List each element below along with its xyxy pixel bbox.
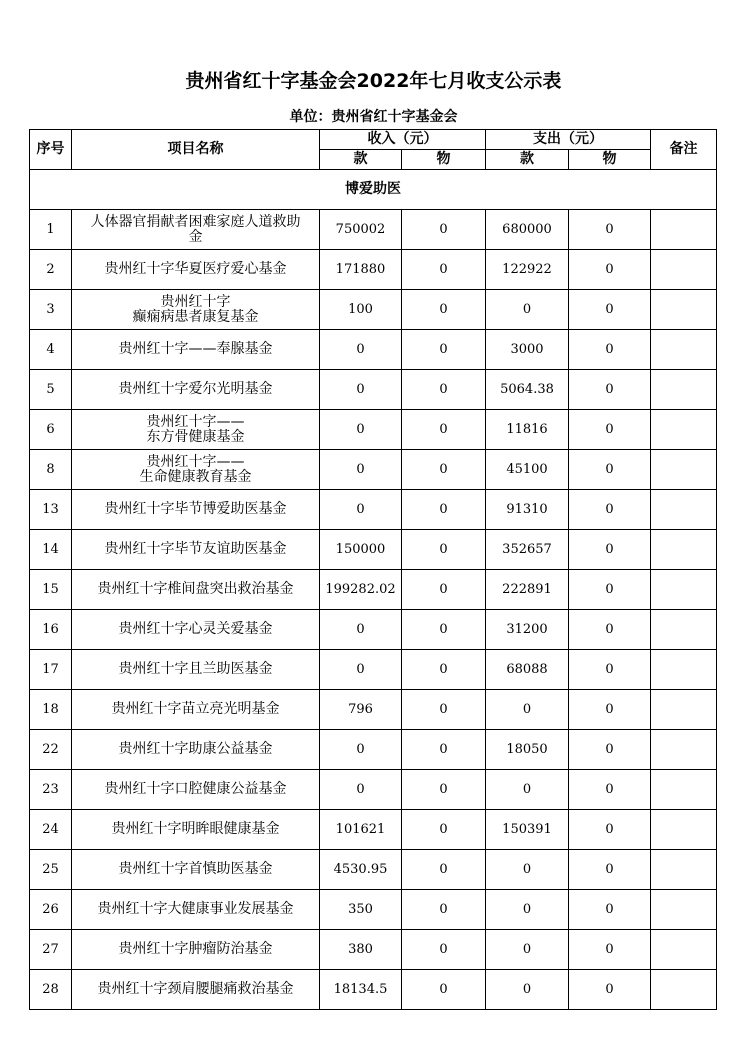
row-expense-goods: 0 [569, 890, 651, 930]
row-expense-cash: 0 [486, 890, 569, 930]
table-row [30, 410, 717, 450]
row-seq: 22 [30, 730, 72, 770]
row-income-goods: 0 [402, 610, 486, 650]
row-remark [651, 930, 717, 970]
unit-label: 单位：贵州省红十字基金会 [289, 109, 458, 125]
row-seq: 26 [30, 890, 72, 930]
row-expense-goods: 0 [569, 690, 651, 730]
row-expense-cash: 11816 [486, 410, 569, 450]
row-income-goods: 0 [402, 290, 486, 330]
row-seq: 16 [30, 610, 72, 650]
header-expense: 支出（元） [486, 130, 651, 150]
header-income-cash: 款 [320, 150, 402, 170]
row-name: 贵州红十字—— 生命健康教育基金 [72, 450, 320, 490]
row-expense-cash: 45100 [486, 450, 569, 490]
row-seq: 23 [30, 770, 72, 810]
row-seq: 6 [30, 410, 72, 450]
table-row [30, 250, 717, 290]
row-expense-goods: 0 [569, 610, 651, 650]
row-name: 人体器官捐献者困难家庭人道救助 金 [72, 210, 320, 250]
row-seq: 1 [30, 210, 72, 250]
row-name: 贵州红十字椎间盘突出救治基金 [72, 570, 320, 610]
row-name: 贵州红十字毕节友谊助医基金 [72, 530, 320, 570]
table-row [30, 970, 717, 1010]
document-title: 贵州省红十字基金会2022年七月收支公示表 [185, 70, 562, 92]
row-name: 贵州红十字爱尔光明基金 [72, 370, 320, 410]
row-expense-goods: 0 [569, 730, 651, 770]
row-expense-goods: 0 [569, 850, 651, 890]
row-seq: 5 [30, 370, 72, 410]
row-income-goods: 0 [402, 570, 486, 610]
table-row [30, 530, 717, 570]
row-expense-cash: 0 [486, 290, 569, 330]
row-expense-goods: 0 [569, 490, 651, 530]
row-income-goods: 0 [402, 490, 486, 530]
row-income-goods: 0 [402, 330, 486, 370]
row-expense-cash: 352657 [486, 530, 569, 570]
row-remark [651, 730, 717, 770]
row-seq: 14 [30, 530, 72, 570]
row-seq: 18 [30, 690, 72, 730]
row-seq: 15 [30, 570, 72, 610]
row-income-goods: 0 [402, 250, 486, 290]
row-name: 贵州红十字——奉腺基金 [72, 330, 320, 370]
row-income-cash: 18134.5 [320, 970, 402, 1010]
row-seq: 27 [30, 930, 72, 970]
table-row [30, 690, 717, 730]
row-remark [651, 770, 717, 810]
row-name: 贵州红十字口腔健康公益基金 [72, 770, 320, 810]
row-remark [651, 850, 717, 890]
row-remark [651, 370, 717, 410]
row-name: 贵州红十字且兰助医基金 [72, 650, 320, 690]
row-remark [651, 970, 717, 1010]
row-seq: 17 [30, 650, 72, 690]
header-name: 项目名称 [72, 130, 320, 170]
row-expense-goods: 0 [569, 450, 651, 490]
row-expense-cash: 31200 [486, 610, 569, 650]
table-row [30, 490, 717, 530]
row-expense-cash: 0 [486, 690, 569, 730]
table-row [30, 730, 717, 770]
row-seq: 8 [30, 450, 72, 490]
row-seq: 28 [30, 970, 72, 1010]
row-income-cash: 101621 [320, 810, 402, 850]
row-income-goods: 0 [402, 810, 486, 850]
row-expense-goods: 0 [569, 250, 651, 290]
row-name: 贵州红十字明眸眼健康基金 [72, 810, 320, 850]
row-income-goods: 0 [402, 690, 486, 730]
header-expense-cash: 款 [486, 150, 569, 170]
row-remark [651, 570, 717, 610]
header-remark: 备注 [651, 130, 717, 170]
row-income-goods: 0 [402, 410, 486, 450]
finance-table [29, 129, 717, 1010]
table-row [30, 370, 717, 410]
row-remark [651, 530, 717, 570]
row-expense-cash: 222891 [486, 570, 569, 610]
row-expense-goods: 0 [569, 570, 651, 610]
row-seq: 25 [30, 850, 72, 890]
row-expense-cash: 0 [486, 770, 569, 810]
header-income: 收入（元） [320, 130, 486, 150]
row-income-goods: 0 [402, 770, 486, 810]
row-income-cash: 0 [320, 770, 402, 810]
row-expense-cash: 680000 [486, 210, 569, 250]
row-expense-cash: 122922 [486, 250, 569, 290]
row-remark [651, 690, 717, 730]
row-remark [651, 250, 717, 290]
row-remark [651, 610, 717, 650]
row-income-goods: 0 [402, 850, 486, 890]
row-seq: 2 [30, 250, 72, 290]
row-seq: 4 [30, 330, 72, 370]
row-income-cash: 4530.95 [320, 850, 402, 890]
row-expense-goods: 0 [569, 810, 651, 850]
row-name: 贵州红十字心灵关爱基金 [72, 610, 320, 650]
table-row [30, 770, 717, 810]
row-name: 贵州红十字苗立亮光明基金 [72, 690, 320, 730]
row-remark [651, 890, 717, 930]
row-name: 贵州红十字肿瘤防治基金 [72, 930, 320, 970]
table-row [30, 610, 717, 650]
row-expense-cash: 0 [486, 930, 569, 970]
row-remark [651, 210, 717, 250]
row-remark [651, 330, 717, 370]
row-name: 贵州红十字毕节博爱助医基金 [72, 490, 320, 530]
table-row [30, 810, 717, 850]
table-row [30, 930, 717, 970]
row-remark [651, 450, 717, 490]
table-row [30, 290, 717, 330]
table-row [30, 450, 717, 490]
row-expense-goods: 0 [569, 370, 651, 410]
table-row [30, 890, 717, 930]
row-remark [651, 650, 717, 690]
row-income-cash: 0 [320, 410, 402, 450]
row-income-cash: 0 [320, 490, 402, 530]
row-income-cash: 0 [320, 650, 402, 690]
row-income-goods: 0 [402, 890, 486, 930]
row-income-goods: 0 [402, 370, 486, 410]
row-income-cash: 199282.02 [320, 570, 402, 610]
row-income-goods: 0 [402, 930, 486, 970]
row-name: 贵州红十字颈肩腰腿痛救治基金 [72, 970, 320, 1010]
table-row [30, 650, 717, 690]
row-income-goods: 0 [402, 970, 486, 1010]
row-income-cash: 380 [320, 930, 402, 970]
row-income-cash: 100 [320, 290, 402, 330]
row-income-cash: 0 [320, 330, 402, 370]
row-income-cash: 750002 [320, 210, 402, 250]
row-name: 贵州红十字大健康事业发展基金 [72, 890, 320, 930]
row-income-goods: 0 [402, 650, 486, 690]
table-row [30, 850, 717, 890]
row-remark [651, 490, 717, 530]
row-name: 贵州红十字助康公益基金 [72, 730, 320, 770]
row-seq: 24 [30, 810, 72, 850]
row-name: 贵州红十字—— 东方骨健康基金 [72, 410, 320, 450]
table-row [30, 210, 717, 250]
row-income-cash: 0 [320, 450, 402, 490]
row-expense-goods: 0 [569, 930, 651, 970]
table-row [30, 570, 717, 610]
row-expense-goods: 0 [569, 210, 651, 250]
row-income-cash: 350 [320, 890, 402, 930]
row-income-goods: 0 [402, 730, 486, 770]
row-income-cash: 150000 [320, 530, 402, 570]
row-expense-goods: 0 [569, 330, 651, 370]
row-income-goods: 0 [402, 210, 486, 250]
row-remark [651, 290, 717, 330]
table-row [30, 330, 717, 370]
row-expense-cash: 3000 [486, 330, 569, 370]
row-income-cash: 796 [320, 690, 402, 730]
row-expense-cash: 5064.38 [486, 370, 569, 410]
row-income-goods: 0 [402, 450, 486, 490]
row-expense-cash: 0 [486, 970, 569, 1010]
row-expense-cash: 68088 [486, 650, 569, 690]
row-expense-cash: 18050 [486, 730, 569, 770]
row-expense-cash: 0 [486, 850, 569, 890]
row-seq: 13 [30, 490, 72, 530]
row-income-cash: 0 [320, 730, 402, 770]
row-remark [651, 810, 717, 850]
row-expense-goods: 0 [569, 650, 651, 690]
row-expense-goods: 0 [569, 530, 651, 570]
row-income-cash: 0 [320, 610, 402, 650]
row-name: 贵州红十字首慎助医基金 [72, 850, 320, 890]
row-expense-cash: 150391 [486, 810, 569, 850]
row-income-goods: 0 [402, 530, 486, 570]
header-income-goods: 物 [402, 150, 486, 170]
row-income-cash: 171880 [320, 250, 402, 290]
row-seq: 3 [30, 290, 72, 330]
row-expense-goods: 0 [569, 410, 651, 450]
row-remark [651, 410, 717, 450]
row-income-cash: 0 [320, 370, 402, 410]
row-expense-goods: 0 [569, 290, 651, 330]
section-title: 博爱助医 [30, 170, 717, 210]
header-expense-goods: 物 [569, 150, 651, 170]
row-name: 贵州红十字 癫痫病患者康复基金 [72, 290, 320, 330]
header-seq: 序号 [30, 130, 72, 170]
row-expense-cash: 91310 [486, 490, 569, 530]
row-name: 贵州红十字华夏医疗爱心基金 [72, 250, 320, 290]
row-expense-goods: 0 [569, 970, 651, 1010]
row-expense-goods: 0 [569, 770, 651, 810]
